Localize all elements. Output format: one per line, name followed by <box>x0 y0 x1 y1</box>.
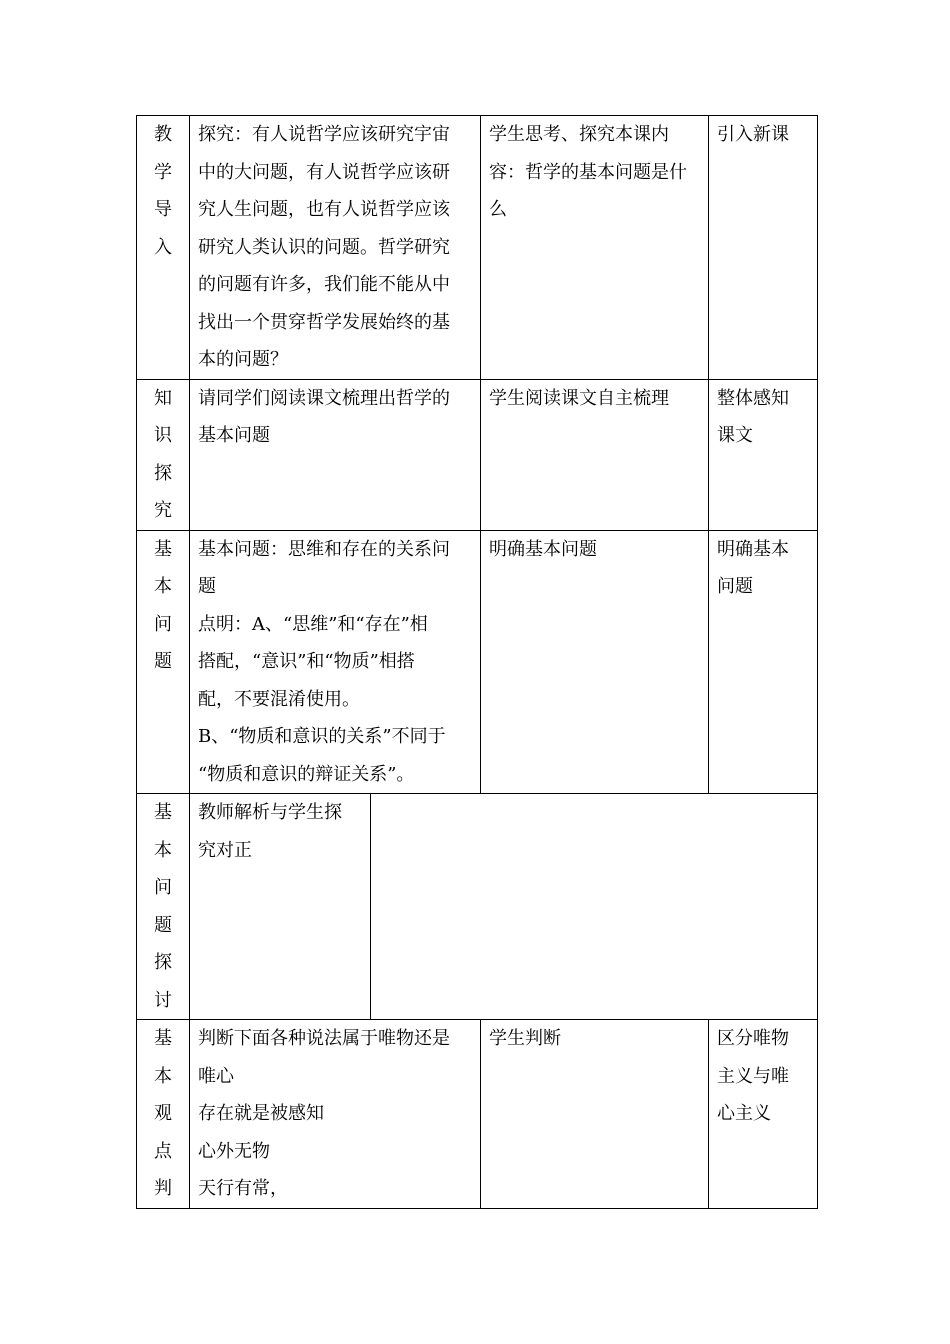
stage-cell: 基 本 观 点 判 <box>137 1020 190 1209</box>
student-activity-cell: 明确基本问题 <box>481 530 709 794</box>
student-activity-cell: 学生判断 <box>481 1020 709 1209</box>
teacher-activity-cell: 请同学们阅读课文梳理出哲学的 基本问题 <box>190 379 481 530</box>
stage-cell: 基 本 问 题 探 讨 <box>137 794 190 1020</box>
stage-cell: 基 本 问 题 <box>137 530 190 794</box>
table-row <box>137 379 818 530</box>
teacher-activity-cell: 探究：有人说哲学应该研究宇宙 中的大问题，有人说哲学应该研 究人生问题，也有人说哲学应该 研究人类认识的问题。哲学研究 的问题有许多，我们能不能从中 找出一个贯穿哲学发展始终的基 本的问题？ <box>190 116 481 380</box>
design-intent-cell: 引入新课 <box>709 116 818 380</box>
design-intent-cell: 区分唯物 主义与唯 心主义 <box>709 1020 818 1209</box>
design-intent-cell: 明确基本 问题 <box>709 530 818 794</box>
student-activity-cell: 学生思考、探究本课内 容：哲学的基本问题是什 么 <box>481 116 709 380</box>
design-intent-cell: 整体感知 课文 <box>709 379 818 530</box>
teacher-activity-cell: 判断下面各种说法属于唯物还是 唯心 存在就是被感知 心外无物 天行有常， <box>190 1020 481 1209</box>
stage-cell: 知 识 探 究 <box>137 379 190 530</box>
stage-cell: 教 学 导 入 <box>137 116 190 380</box>
lesson-plan-table <box>136 115 818 1209</box>
teacher-activity-cell: 教师解析与学生探 究对正 <box>190 794 371 1020</box>
empty-cell <box>371 794 818 1020</box>
table-row <box>137 1020 818 1209</box>
table-row <box>137 530 818 794</box>
teacher-activity-cell: 基本问题：思维和存在的关系问 题 点明：A、“思维”和“存在”相 搭配，“意识”和“物质”相搭 配，不要混淆使用。 B、“物质和意识的关系”不同于 “物质和意识的辩证关系”。 <box>190 530 481 794</box>
table-row <box>137 794 818 1020</box>
student-activity-cell: 学生阅读课文自主梳理 <box>481 379 709 530</box>
table-row <box>137 116 818 380</box>
